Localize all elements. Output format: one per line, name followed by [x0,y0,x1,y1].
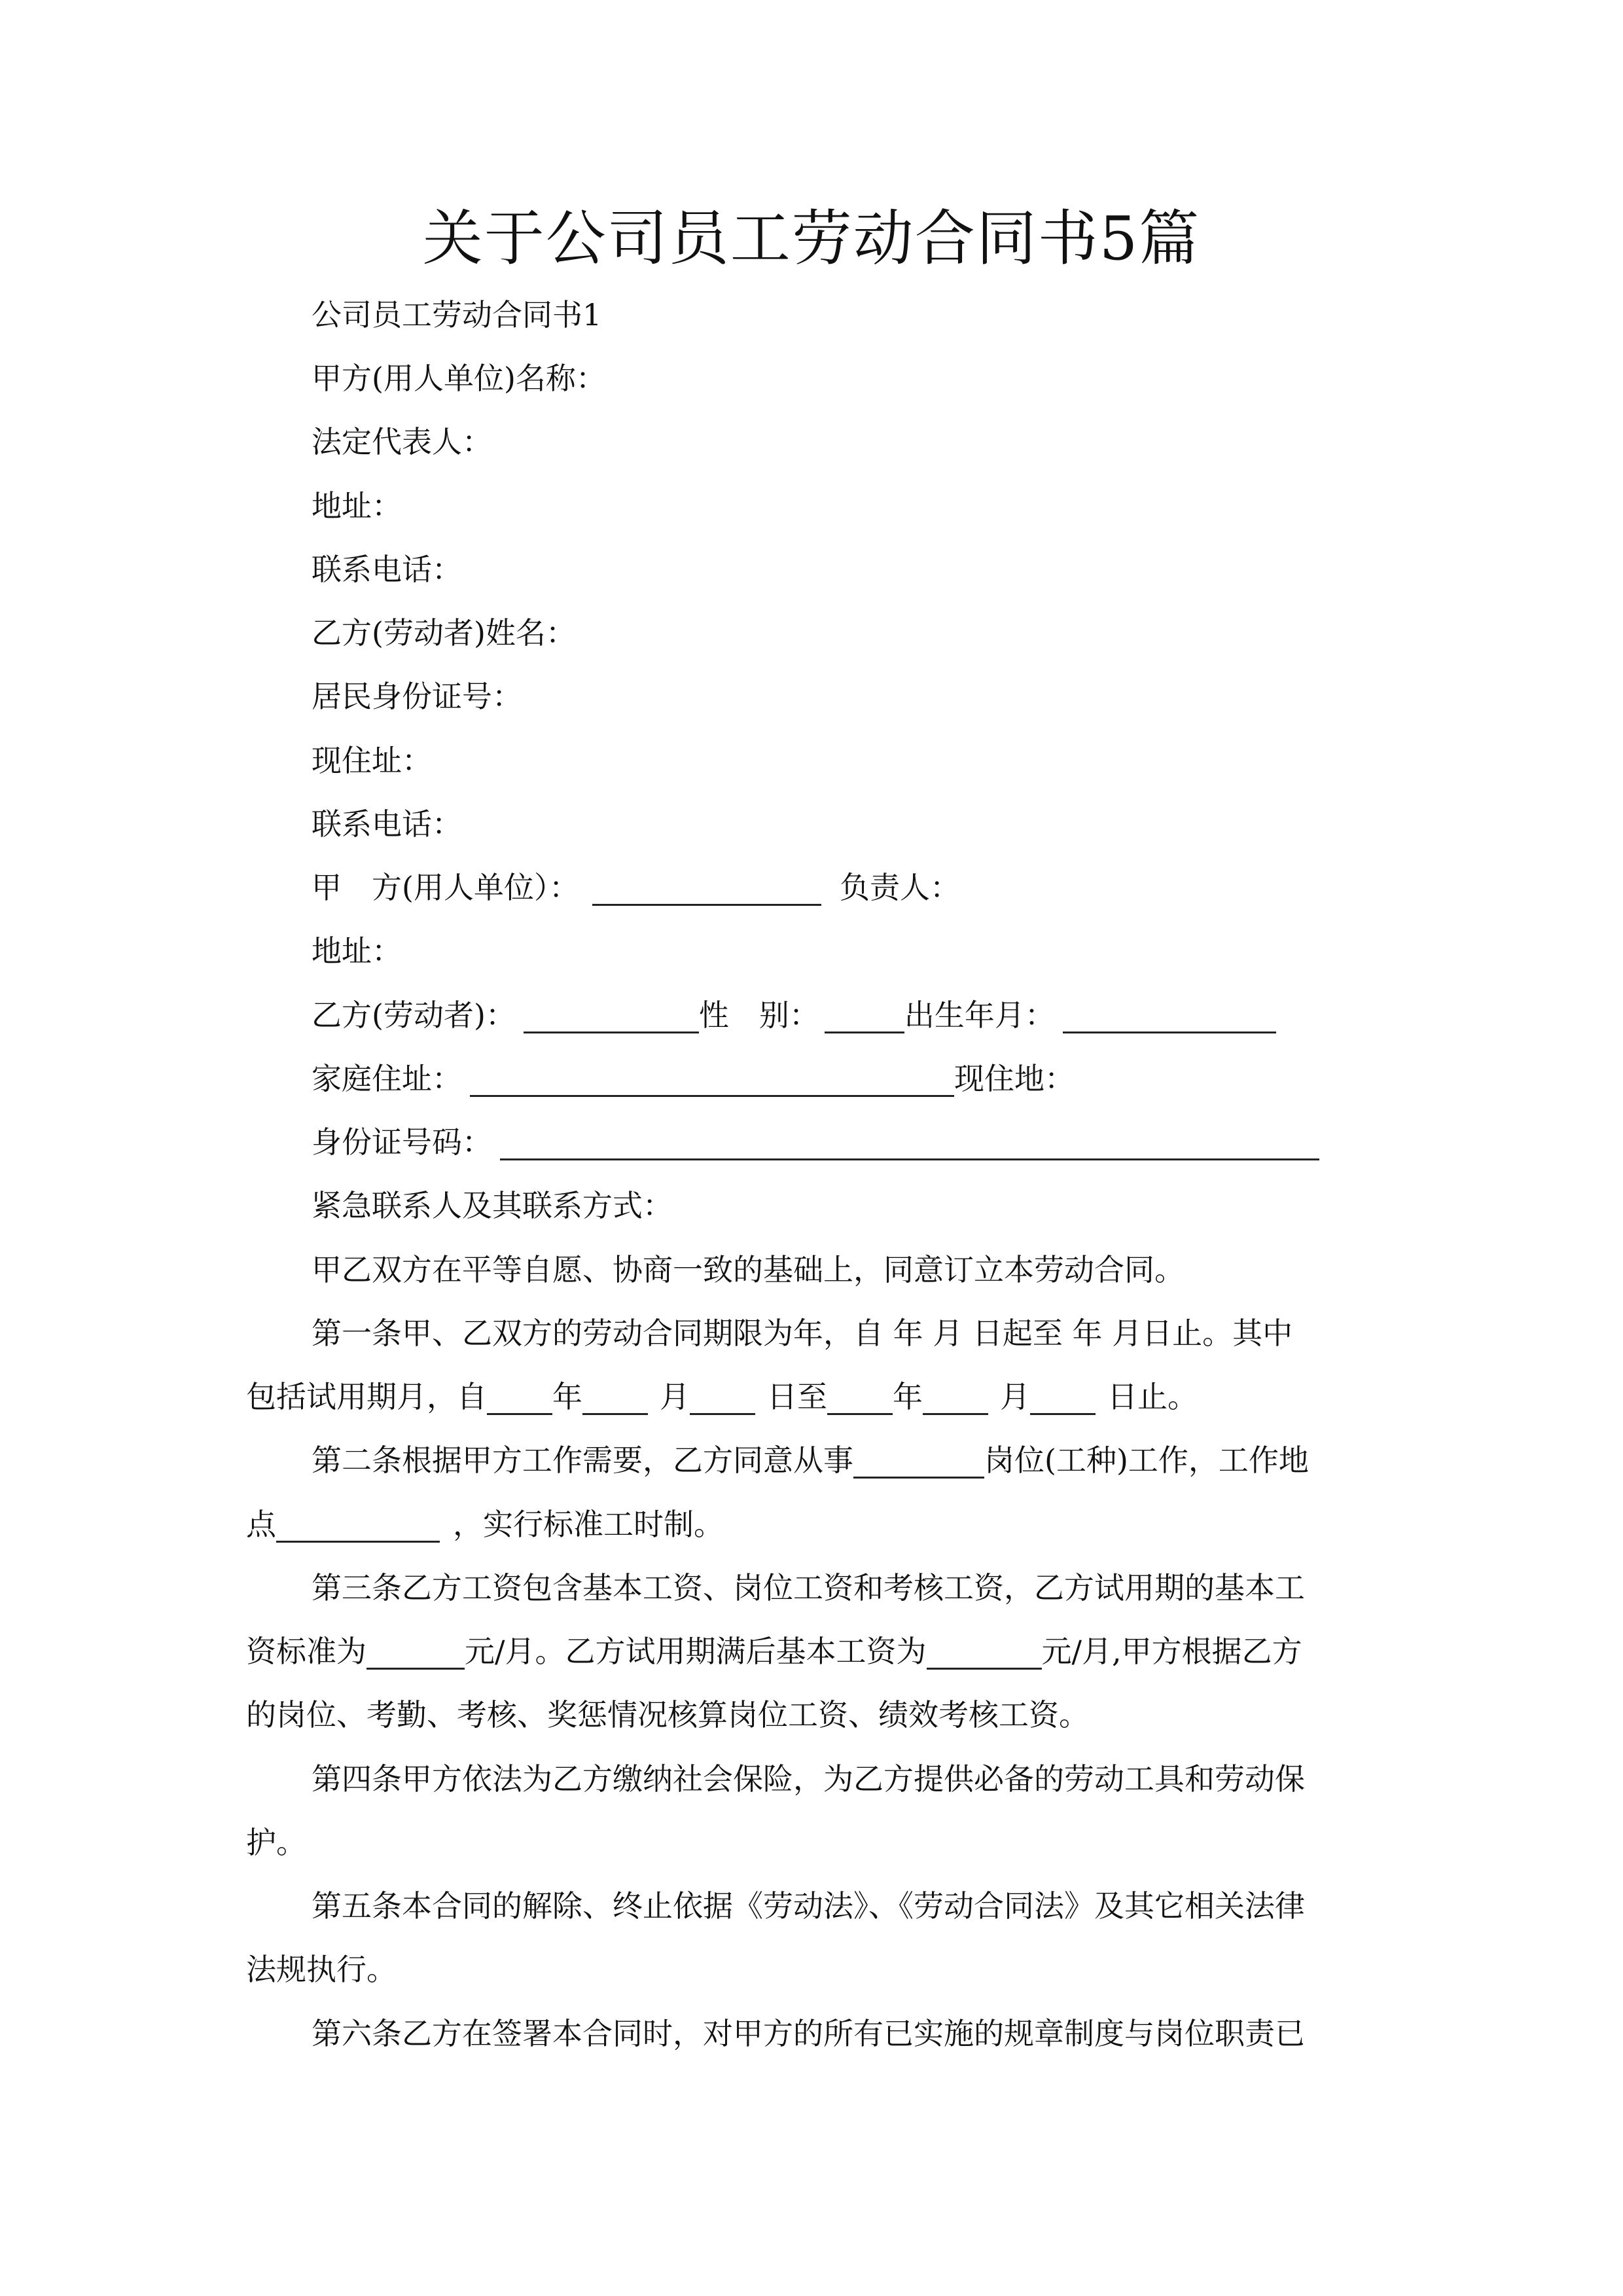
home-form-line [312,1057,1075,1100]
residence-label: 现住地： [954,1061,1075,1096]
article-4-line-1: 第四条甲方依法为乙方缴纳社会保险，为乙方提供必备的劳动工具和劳动保 [312,1761,1305,1797]
id-label: 身份证号码： [312,1124,492,1160]
article-1-line-1: 第一条甲、乙双方的劳动合同期限为年，自 年 月 日起至 年 月日止。其中 [312,1316,1293,1351]
article-2-text-b: 岗位(工种)工作，工作地 [984,1443,1309,1478]
probation-end-month-blank[interactable] [923,1380,988,1415]
probation-end-day-blank[interactable] [1030,1380,1096,1415]
month-label: 月 [660,1379,690,1414]
address-form-line: 地址： [312,933,402,969]
legal-rep-field: 法定代表人： [312,424,492,459]
probation-start-year-blank[interactable] [487,1380,552,1415]
base-salary-blank[interactable] [927,1635,1042,1670]
probation-text: 包括试用期月，自 [246,1379,487,1414]
year-label: 年 [552,1379,582,1414]
party-a-label: 甲 方(用人单位）： [312,870,579,905]
party-b-label: 乙方(劳动者)： [312,997,516,1033]
article-2-line-1 [312,1439,1309,1482]
party-b-name-field: 乙方(劳动者)姓名： [312,615,576,651]
home-label: 家庭住址： [312,1061,462,1096]
year-label-2: 年 [893,1379,923,1414]
month-label-2: 月 [1000,1379,1030,1414]
birth-label: 出生年月： [904,997,1055,1033]
current-address-field: 现住址： [312,743,432,778]
article-3-text-c: 元/月,甲方根据乙方 [1041,1634,1302,1669]
phone-field: 联系电话： [312,552,462,587]
position-blank[interactable] [853,1444,984,1479]
article-3-line-1: 第三条乙方工资包含基本工资、岗位工资和考核工资，乙方试用期的基本工 [312,1570,1305,1605]
article-5-line-2: 法规执行。 [246,1952,397,1987]
party-a-form-line [312,866,960,909]
home-blank[interactable] [470,1062,954,1097]
gender-blank[interactable] [825,999,904,1033]
emergency-contact-line: 紧急联系人及其联系方式： [312,1188,673,1223]
document-title: 关于公司员工劳动合同书5篇 [422,204,1201,274]
id-blank[interactable] [500,1126,1319,1160]
article-3-line-3: 的岗位、考勤、考核、奖惩情况核算岗位工资、绩效考核工资。 [246,1697,1089,1732]
day-end-label: 日止。 [1107,1379,1198,1414]
article-2-text: 第二条根据甲方工作需要，乙方同意从事 [312,1443,853,1478]
intro-paragraph: 甲乙双方在平等自愿、协商一致的基础上，同意订立本劳动合同。 [312,1252,1185,1287]
address-field: 地址： [312,488,402,524]
probation-start-month-blank[interactable] [582,1380,648,1415]
article-3-line-2 [246,1630,1302,1673]
article-2-line-2 [246,1503,724,1546]
article-1-line-2 [246,1375,1198,1418]
id-number-field: 居民身份证号： [312,679,522,714]
article-3-text-a: 资标准为 [246,1634,366,1669]
party-b-form-line [312,994,1276,1037]
article-4-line-2: 护。 [246,1825,306,1860]
phone-field-2: 联系电话： [312,806,462,842]
probation-start-day-blank[interactable] [690,1380,755,1415]
article-3-text-b: 元/月。乙方试用期满后基本工资为 [465,1634,927,1669]
birth-blank[interactable] [1063,999,1276,1033]
workplace-blank[interactable] [276,1508,440,1543]
party-a-name-field: 甲方(用人单位)名称： [312,361,606,396]
probation-end-year-blank[interactable] [827,1380,893,1415]
article-2-text-d: ，实行标准工时制。 [453,1507,724,1542]
party-b-blank[interactable] [524,999,699,1033]
id-form-line [312,1121,1319,1164]
probation-salary-blank[interactable] [366,1635,465,1670]
article-6-line-1: 第六条乙方在签署本合同时，对甲方的所有已实施的规章制度与岗位职责已 [312,2016,1305,2051]
article-2-text-c: 点 [246,1507,276,1542]
article-5-line-1: 第五条本合同的解除、终止依据《劳动法》、《劳动合同法》及其它相关法律 [312,1888,1305,1924]
gender-label: 性 别： [698,997,819,1033]
day-to-label: 日至 [767,1379,827,1414]
contract-subtitle: 公司员工劳动合同书1 [312,297,602,332]
party-a-blank[interactable] [592,871,821,906]
principal-label: 负责人： [839,870,960,905]
